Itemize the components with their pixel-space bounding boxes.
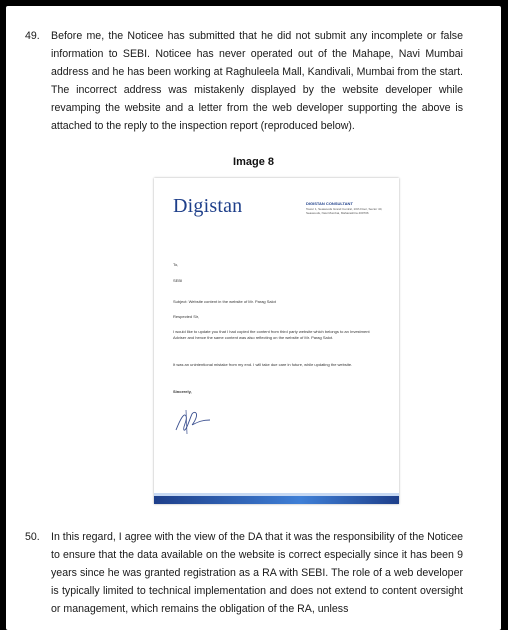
company-name: DIGISTAN CONSULTANT	[306, 201, 353, 206]
paragraph-number: 50.	[25, 531, 40, 543]
letter-to: To,	[173, 262, 179, 267]
letter-body-2: It was an unintentional mistake from my end. I will take due care in future, while updating the website.	[173, 362, 353, 367]
paragraph-text: Before me, the Noticee has submitted that he did not submit any incomplete or false information to SEBI. Noticee has never operated out of the Mahape, Navi Mumbai address and he has been working at Raghuleela Mall, Kandivali, Mumbai from the start. The incorrect address was mistakenly displayed by the website developer while revamping the website and a letter from the web developer supporting the above is attached to the reply to the inspection report (reproduced below).	[51, 30, 463, 132]
letter-closing: Sincerely,	[173, 389, 192, 394]
paragraph-49	[25, 27, 463, 135]
footer-bar	[154, 496, 399, 504]
letter-body-1: I would like to update you that I had copied the content from third party website which belongs to an Investment Adviser and hence the same content was also reflecting on the website of Mr. Parag Salot.	[173, 329, 370, 340]
paragraph-50	[25, 528, 463, 618]
letter-salutation: Respected Sir,	[173, 314, 200, 319]
signature-mark	[172, 406, 212, 436]
digistan-logo: Digistan	[173, 195, 243, 217]
image-caption: Image 8	[233, 156, 274, 168]
paragraph-text: In this regard, I agree with the view of the DA that it was the responsibility of the Noticee to ensure that the data available on the website is correct especially since it has been 9 years since he was granted registration as a RA with SEBI. The role of a web developer is typically limited to technical implementation and does not extend to content oversight or management, which remains the obligation of the RA, unless	[51, 531, 463, 615]
letter-subject: Subject: Website content in the website of Mr. Parag Salot	[173, 299, 276, 304]
document-page	[6, 6, 501, 630]
company-address: Tower 1, Seawoods Grand Central, 10th Floor, Sector 40, Seawoods, Navi Mumbai, Maharashtra 400706	[306, 207, 383, 215]
company-header	[306, 201, 392, 215]
letter-recipient: SEBI	[173, 278, 183, 283]
paragraph-number: 49.	[25, 30, 40, 42]
letter-image	[154, 178, 399, 504]
